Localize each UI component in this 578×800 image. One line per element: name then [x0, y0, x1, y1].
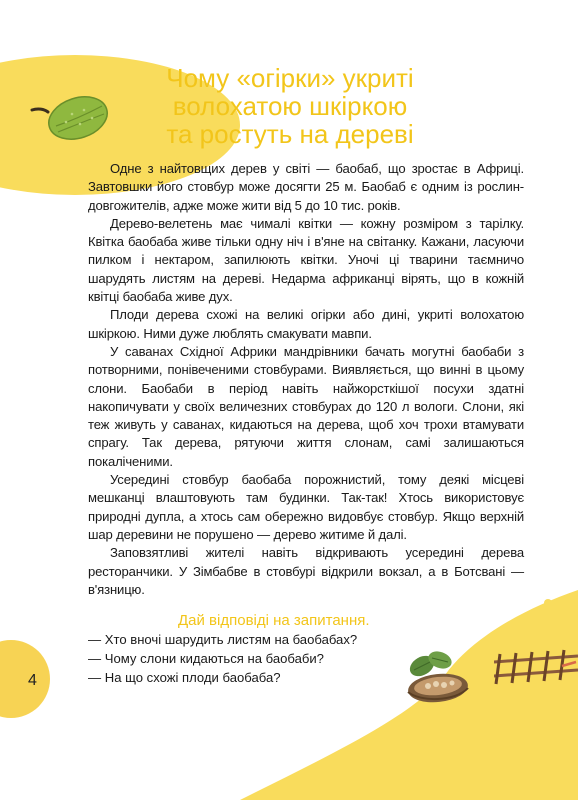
paragraph: Дерево-велетень має чималі квітки — кожну розміром з тарілку. Квітка баобаба живе тільки одну ніч і в'яне на світанку. Кажани, ласуючи пилком і нектаром, запилюють квітки. Уночі ці тварини таємничо шарудять листям на дереві. Недарма африканці вірять, що в кожній квітці баобаба живе дух. [88, 215, 524, 305]
paragraph: Одне з найтовщих дерев у світі — баобаб, що зростає в Африці. Завтовшки його стовбур може досягти 25 м. Баобаб є одним із рослин-довгожителів, адже може жити від 5 до 10 тис. років. [88, 161, 524, 213]
question-item: — Хто вночі шарудить листям на баобабах? [88, 632, 358, 647]
article-body [88, 160, 524, 599]
paragraph: Заповзятливі жителі навіть відкривають усередині дерева ресторанчики. У Зімбабве в стовбурі відкрили вокзал, а в Ботсвані — в'язницю. [88, 545, 524, 597]
paragraph: У саванах Східної Африки мандрівники бачать могутні баобаби з потворними, понівеченими стовбурами. Виявляється, що винні в цьому слони. Баобаби в період навіть найжорсткішої посухи здатні накопичувати у своїх величезних стовбурах до 120 л вологи. Слони, які теж живуть у саванах, кидаються на дерева, щоб хоч трохи втамувати спрагу. Так дерева, рятуючи життя слонам, самі залишаються покаліченими. [88, 343, 524, 469]
questions-list [88, 630, 357, 687]
question-item: — На що схожі плоди баобаба? [88, 670, 281, 685]
paragraph: Усередині стовбур баобаба порожнистий, тому деякі місцеві мешканці влаштовують там будинки. Так-так! Хтось використовує природні дупла, а хтось сам обережно видовбує стовбур. Якщо верхній шар деревини не порушено — дерево житиме й далі. [88, 472, 524, 542]
page-number: 4 [28, 672, 37, 689]
baobab-fruit-icon [28, 92, 110, 144]
title-line: волохатою шкіркою [172, 91, 408, 121]
baobab-fruit-leaves-icon [400, 648, 474, 712]
page-title [120, 64, 460, 148]
paragraph: Плоди дерева схожі на великі огірки або дині, укриті волохатою шкіркою. Ними дуже люблять смакувати мавпи. [88, 307, 524, 341]
railway-track-icon [494, 648, 578, 688]
title-line: Чому «огірки» укриті [166, 63, 414, 93]
question-item: — Чому слони кидаються на баобаби? [88, 651, 324, 666]
questions-heading: Дай відповіді на запитання. [178, 612, 370, 629]
title-line: та ростуть на дереві [166, 119, 414, 149]
